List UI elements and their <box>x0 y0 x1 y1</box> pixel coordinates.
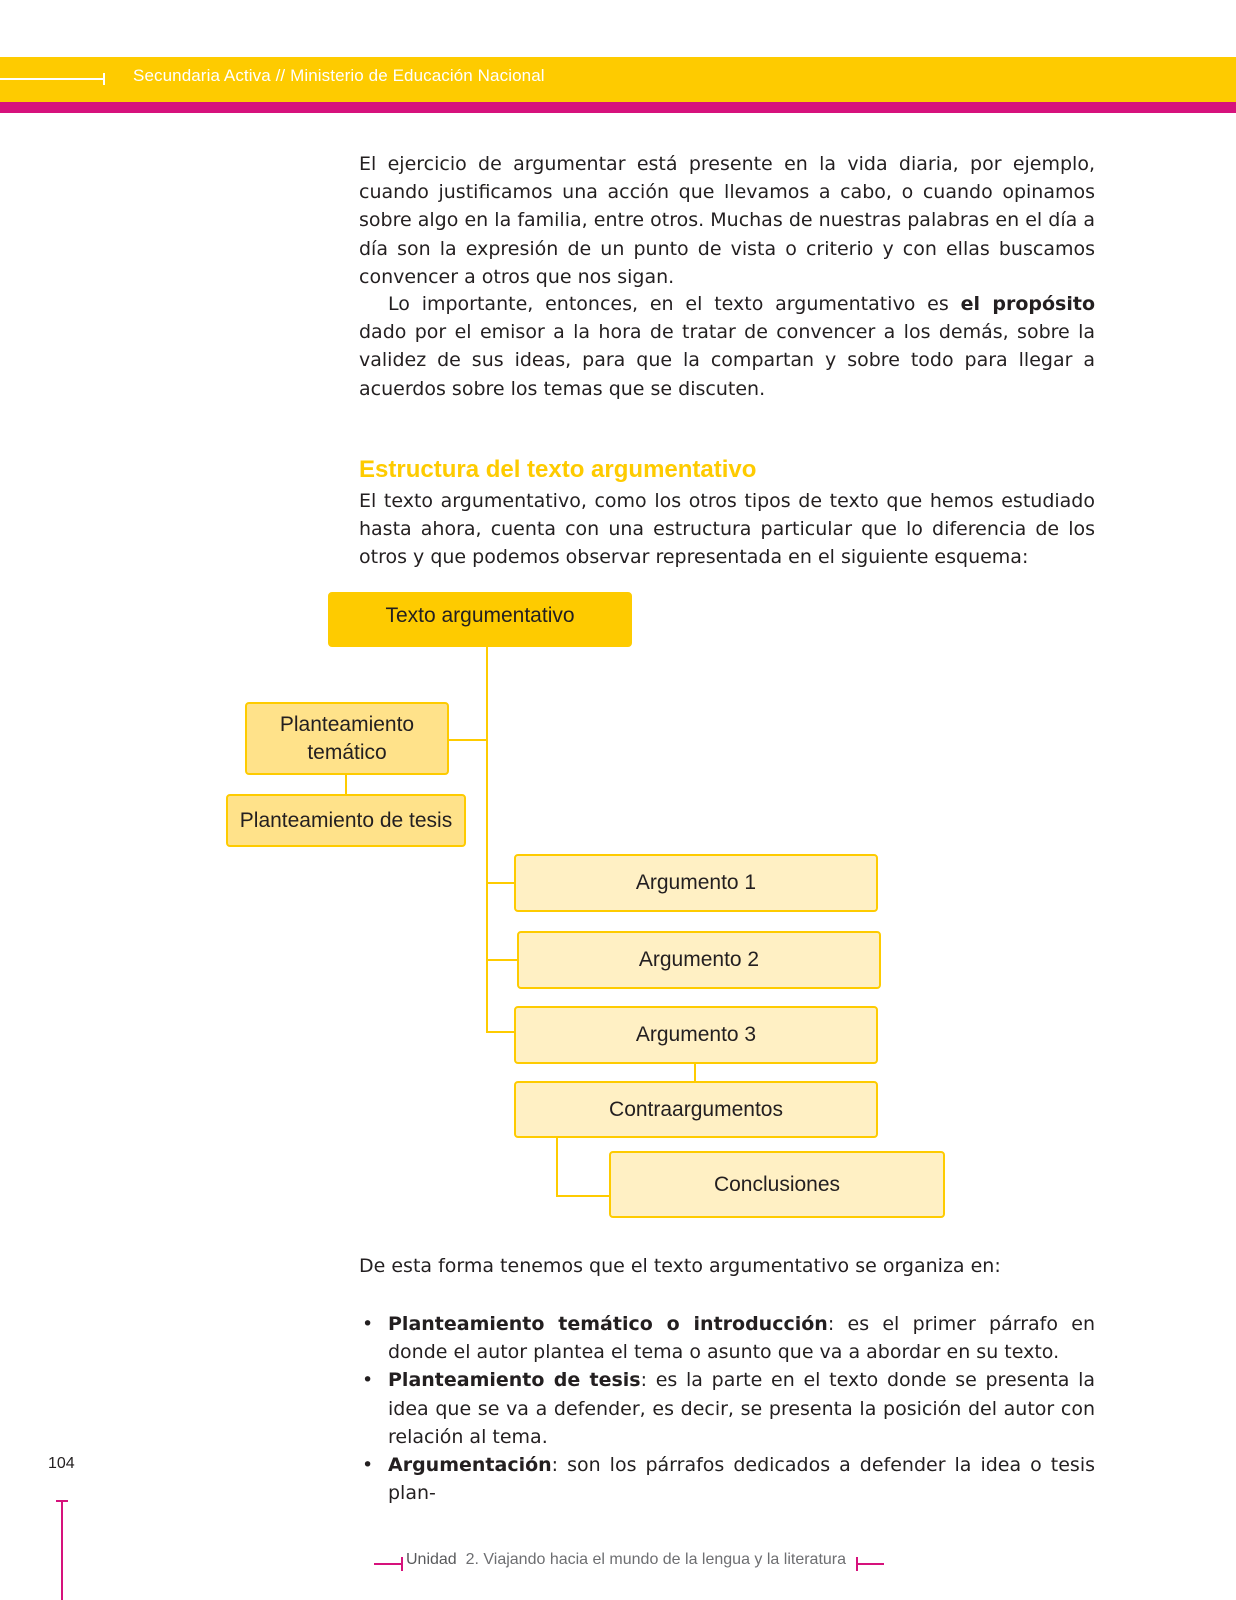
diagram-node-root: Texto argumentativo <box>328 592 632 647</box>
diagram-trunk-line <box>486 646 488 1032</box>
footer-text <box>406 1551 846 1569</box>
footer-unit-number: 2. <box>465 1551 479 1568</box>
diagram-connector-concl-h <box>556 1195 610 1197</box>
diagram-connector-tesis <box>345 775 347 795</box>
diagram-node-planteamiento-tematico: Planteamiento temático <box>245 702 449 775</box>
diagram-connector-arg3 <box>486 1031 516 1033</box>
diagram-node-argumento-1: Argumento 1 <box>514 854 878 912</box>
list-item-text: : es la parte en el texto donde se presenta la idea que se va a defender, es decir, se presenta la posición del autor con relación al tema. <box>388 1369 1095 1448</box>
header-rule <box>0 78 104 80</box>
footer-rule-left <box>374 1563 402 1565</box>
section-paragraph: El texto argumentativo, como los otros tipos de texto que hemos estudiado hasta ahora, cuenta con una estructura particular que lo diferencia de los otros y que podemos observar representada en el siguiente esquema: <box>359 490 1095 569</box>
list-item-text: : son los párrafos dedicados a defender la idea o tesis plan- <box>388 1454 1095 1505</box>
diagram-connector-tematico <box>447 739 488 741</box>
diagram-node-argumento-2: Argumento 2 <box>517 931 881 989</box>
intro-paragraph-2-start: Lo importante, entonces, en el texto argumentativo es <box>388 293 961 315</box>
bullet-icon: • <box>362 1454 374 1477</box>
bullet-icon: • <box>362 1313 374 1335</box>
list-item <box>359 1310 1095 1366</box>
intro-paragraph-2-end: dado por el emisor a la hora de tratar de convencer a los demás, sobre la validez de sus ideas, para que la compartan y sobre todo para llegar a acuerdos sobre los temas que se discuten. <box>359 321 1095 400</box>
list-item <box>359 1451 1095 1507</box>
bullet-icon: • <box>362 1369 374 1392</box>
footer-unit: Unidad <box>406 1551 457 1568</box>
intro-paragraph-2 <box>359 290 1095 403</box>
list-item-term: Planteamiento de tesis <box>388 1369 641 1392</box>
list-item-term: Argumentación <box>388 1454 552 1477</box>
list-item <box>359 1366 1095 1451</box>
summary-intro: De esta forma tenemos que el texto argumentativo se organiza en: <box>359 1255 1001 1277</box>
intro-paragraph-1: El ejercicio de argumentar está presente en la vida diaria, por ejemplo, cuando justificamos una acción que llevamos a cabo, o cuando opinamos sobre algo en la familia, entre otros. Muchas de nuestras palabras en el día a día son la expresión de un punto de vista o criterio y con ellas buscamos convencer a otros que nos sigan. <box>359 153 1095 288</box>
structure-list <box>359 1310 1095 1507</box>
diagram-node-argumento-3: Argumento 3 <box>514 1006 878 1064</box>
page-number: 104 <box>48 1455 75 1472</box>
header-rule-tick <box>103 73 105 85</box>
footer-rule-right <box>856 1563 884 1565</box>
header-title: Secundaria Activa // Ministerio de Educación Nacional <box>133 66 545 85</box>
section-title: Estructura del texto argumentativo <box>359 456 757 483</box>
diagram-node-contraargumentos: Contraargumentos <box>514 1081 878 1138</box>
footer-rule-left-tick <box>401 1557 403 1571</box>
diagram-connector-arg1 <box>486 882 516 884</box>
diagram-connector-arg2 <box>486 959 519 961</box>
footer-unit-title: Viajando hacia el mundo de la lengua y la literatura <box>483 1551 847 1568</box>
diagram-node-conclusiones: Conclusiones <box>609 1151 945 1218</box>
footer <box>0 1550 1236 1574</box>
header-stripe <box>0 102 1236 113</box>
intro-paragraph-2-bold: el propósito <box>960 293 1095 315</box>
diagram-connector-concl-v <box>556 1137 558 1197</box>
list-item-text: : es el primer párrafo en donde el autor plantea el tema o asunto que va a abordar en su texto. <box>388 1313 1095 1364</box>
diagram-node-planteamiento-tesis: Planteamiento de tesis <box>226 794 466 847</box>
list-item-term: Planteamiento temático o introducción <box>388 1313 828 1335</box>
diagram-connector-contra <box>694 1063 696 1083</box>
